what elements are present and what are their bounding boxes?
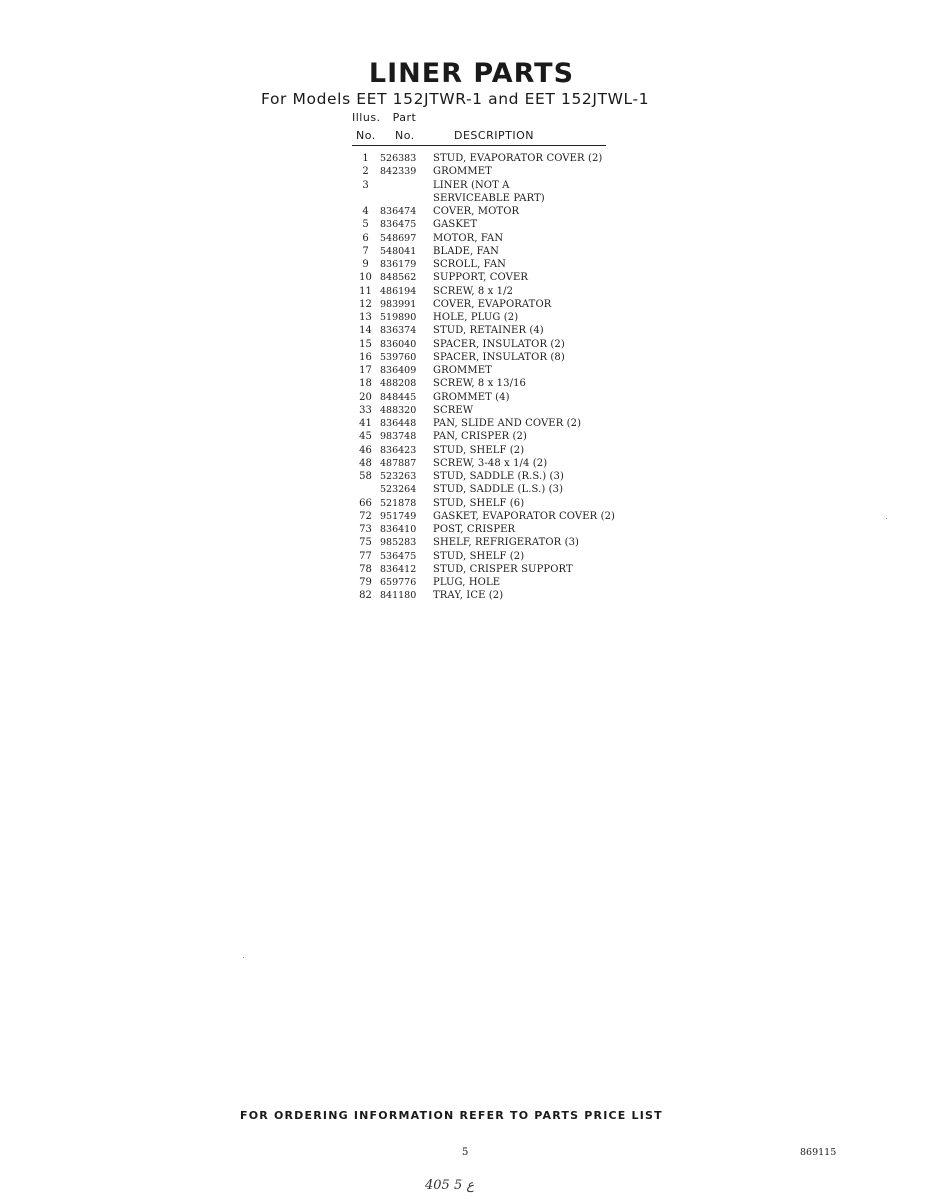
part-description: BLADE, FAN: [433, 245, 499, 257]
part-description: MOTOR, FAN: [433, 232, 504, 244]
illus-number: 14: [359, 325, 372, 337]
part-row: [352, 589, 652, 602]
part-number: 836374: [380, 325, 417, 337]
illus-number: 12: [359, 298, 372, 310]
illus-number: 17: [359, 365, 372, 376]
part-row: [352, 338, 652, 351]
part-row: [352, 205, 652, 218]
illus-number: 72: [359, 510, 372, 522]
page-title: LINER PARTS: [368, 58, 575, 89]
part-no-header: No.: [395, 129, 415, 142]
part-row: [352, 271, 652, 284]
part-number: 985283: [380, 537, 417, 549]
part-description: GROMMET (4): [433, 391, 510, 403]
illus-number: 46: [359, 444, 372, 456]
part-number: 526383: [380, 153, 417, 164]
part-description: STUD, EVAPORATOR COVER (2): [433, 153, 603, 164]
part-row: [352, 497, 652, 510]
part-description: STUD, SADDLE (R.S.) (3): [433, 471, 565, 482]
part-row: [352, 417, 652, 430]
part-number: 548041: [380, 245, 417, 257]
part-row: [352, 483, 652, 496]
part-number: 848562: [380, 272, 417, 284]
part-row: [352, 152, 652, 165]
part-number: 836412: [380, 563, 417, 575]
illus-number: [352, 483, 379, 496]
part-row: [352, 510, 652, 523]
part-number: 519890: [380, 312, 417, 323]
part-row: [352, 285, 652, 298]
illus-number: [352, 192, 379, 205]
part-row: [352, 165, 652, 178]
part-number: 836040: [380, 338, 417, 350]
parts-list: [352, 152, 652, 603]
illus-number: 10: [359, 272, 372, 284]
part-number: 836448: [380, 418, 417, 429]
part-row: [352, 218, 652, 231]
part-description: POST, CRISPER: [433, 524, 516, 535]
part-number: 488208: [380, 378, 417, 390]
part-number: 486194: [380, 285, 417, 297]
part-number: 521878: [380, 497, 417, 509]
illus-number: 66: [359, 497, 372, 509]
illus-number: 48: [359, 457, 372, 469]
description-header: DESCRIPTION: [454, 129, 534, 142]
part-description: GROMMET: [433, 365, 492, 376]
part-description: HOLE, PLUG (2): [433, 312, 519, 323]
part-number: 983991: [380, 298, 417, 310]
part-description: SCREW, 8 x 13/16: [433, 378, 526, 390]
part-description: COVER, MOTOR: [433, 206, 520, 217]
part-row: [352, 232, 652, 245]
part-row: [352, 192, 652, 205]
part-row: [352, 470, 652, 483]
part-description: LINER (NOT A: [433, 179, 510, 191]
models-subtitle: For Models EET 152JTWR-1 and EET 152JTWL-1: [261, 90, 650, 108]
ordering-footer: FOR ORDERING INFORMATION REFER TO PARTS PRICE LIST: [240, 1109, 663, 1122]
part-row: [352, 563, 652, 576]
part-description: SHELF, REFRIGERATOR (3): [433, 537, 580, 549]
illus-number: 4: [362, 206, 369, 217]
part-description: SCREW, 3-48 x 1/4 (2): [433, 457, 548, 469]
illus-number: 11: [359, 285, 372, 297]
illus-number: 77: [359, 550, 372, 562]
part-description: STUD, CRISPER SUPPORT: [433, 563, 573, 575]
part-description: STUD, SHELF (2): [433, 550, 525, 562]
part-description: SERVICEABLE PART): [433, 192, 545, 204]
illus-number: 41: [359, 418, 372, 429]
part-description: PLUG, HOLE: [433, 577, 501, 588]
illus-number: 45: [359, 431, 372, 443]
header-rule: [352, 145, 606, 146]
part-description: SPACER, INSULATOR (2): [433, 338, 565, 350]
part-row: [352, 550, 652, 563]
illus-number: 16: [359, 351, 372, 363]
illus-number: 82: [359, 590, 372, 602]
part-number: 836409: [380, 365, 417, 376]
part-description: SCREW, 8 x 1/2: [433, 285, 514, 297]
illus-number: 7: [362, 245, 369, 257]
part-description: SUPPORT, COVER: [433, 272, 528, 284]
part-number: 548697: [380, 232, 417, 244]
part-number: 523263: [380, 471, 417, 482]
illus-number: 1: [362, 153, 369, 164]
illus-number: 5: [362, 219, 369, 231]
part-row: [352, 324, 652, 337]
part-description: PAN, CRISPER (2): [433, 431, 527, 443]
part-description: GROMMET: [433, 166, 492, 178]
part-number: 488320: [380, 404, 417, 416]
part-number: 836179: [380, 259, 417, 270]
illus-part-header: [352, 111, 416, 124]
illus-number: 73: [359, 524, 372, 535]
part-row: [352, 576, 652, 589]
part-description: SCROLL, FAN: [433, 259, 507, 270]
part-number: 487887: [380, 457, 417, 469]
illus-number: 78: [359, 563, 372, 575]
illus-no-header: No.: [356, 129, 376, 142]
part-number: 848445: [380, 391, 417, 403]
part-description: COVER, EVAPORATOR: [433, 298, 552, 310]
part-number: 539760: [380, 351, 417, 363]
part-number: 836423: [380, 444, 417, 456]
scan-speck: [886, 518, 887, 519]
part-number: [379, 192, 433, 205]
part-number: 842339: [380, 166, 417, 178]
part-number: 836475: [380, 219, 417, 231]
part-number: 951749: [380, 510, 417, 522]
part-number: 523264: [380, 484, 417, 496]
illus-number: 13: [359, 312, 372, 323]
part-number: 536475: [380, 550, 417, 562]
part-description: GASKET, EVAPORATOR COVER (2): [433, 510, 616, 522]
part-description: SPACER, INSULATOR (8): [433, 351, 565, 363]
illus-header: Illus.: [352, 111, 381, 124]
part-row: [352, 404, 652, 417]
illus-number: 58: [359, 471, 372, 482]
part-row: [352, 377, 652, 390]
illus-number: 9: [362, 259, 369, 270]
illus-number: 33: [359, 404, 372, 416]
part-number: 836474: [380, 206, 417, 217]
illus-number: 79: [359, 577, 372, 588]
part-number: [379, 179, 433, 192]
part-description: TRAY, ICE (2): [433, 590, 504, 602]
part-row: [352, 245, 652, 258]
illus-number: 3: [362, 179, 369, 191]
part-row: [352, 351, 652, 364]
part-description: STUD, SADDLE (L.S.) (3): [433, 484, 564, 496]
part-row: [352, 430, 652, 443]
handwritten-note: 405 ع 5: [425, 1178, 475, 1193]
part-row: [352, 444, 652, 457]
scan-speck: [243, 957, 244, 958]
part-row: [352, 391, 652, 404]
part-description: STUD, RETAINER (4): [433, 325, 544, 337]
part-number: 659776: [380, 577, 417, 588]
part-number: 836410: [380, 524, 417, 535]
illus-number: 20: [359, 391, 372, 403]
part-row: [352, 311, 652, 324]
part-description: PAN, SLIDE AND COVER (2): [433, 418, 582, 429]
part-header: Part: [392, 111, 417, 124]
part-description: STUD, SHELF (2): [433, 444, 525, 456]
part-row: [352, 523, 652, 536]
part-number: 841180: [380, 590, 417, 602]
illus-number: 2: [362, 166, 369, 178]
illus-number: 6: [362, 232, 369, 244]
part-row: [352, 179, 652, 192]
illus-number: 18: [359, 378, 372, 390]
part-row: [352, 536, 652, 549]
part-description: GASKET: [433, 219, 478, 231]
part-description: STUD, SHELF (6): [433, 497, 525, 509]
part-row: [352, 364, 652, 377]
part-number: 983748: [380, 431, 417, 443]
document-code: 869115: [800, 1147, 837, 1158]
illus-number: 15: [359, 338, 372, 350]
part-row: [352, 457, 652, 470]
part-row: [352, 298, 652, 311]
part-row: [352, 258, 652, 271]
illus-number: 75: [359, 537, 372, 549]
part-description: SCREW: [433, 404, 474, 416]
page-number: 5: [462, 1147, 469, 1158]
